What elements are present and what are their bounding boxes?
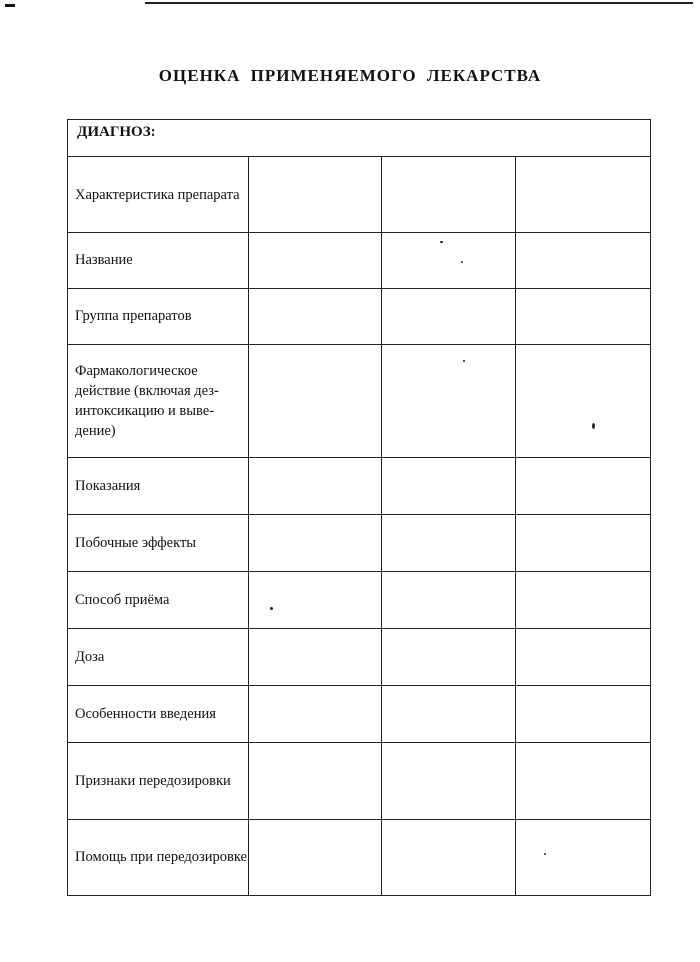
- column-divider: [515, 157, 516, 895]
- row-label-indications: Показания: [75, 477, 141, 494]
- row-label-overdose-help: Помощь при передозировке: [75, 849, 247, 865]
- scan-speck: [592, 423, 595, 429]
- column-divider: [381, 157, 382, 895]
- scan-edge-line: [145, 2, 693, 4]
- row-label-administration-route: Способ приёма: [75, 591, 170, 608]
- scan-speck: [463, 360, 465, 362]
- drug-assessment-table: [67, 119, 651, 896]
- row-label-drug-group: Группа препаратов: [75, 308, 192, 324]
- row-label-pharmacological-action: Фармакологическое действие (включая дез-интоксикацию и выве-дение): [75, 362, 219, 439]
- scan-speck: [270, 607, 273, 610]
- diagnosis-label: ДИАГНОЗ:: [77, 124, 156, 140]
- scan-speck: [544, 853, 546, 855]
- diagnosis-row[interactable]: [68, 120, 650, 157]
- scan-mark: [5, 4, 15, 7]
- row-label-side-effects: Побочные эффекты: [75, 534, 197, 551]
- page-title: ОЦЕНКА ПРИМЕНЯЕМОГО ЛЕКАРСТВА: [158, 66, 542, 85]
- row-label-administration-specifics: Особенности введения: [75, 705, 216, 722]
- scan-speck: [461, 261, 463, 263]
- row-label-characteristics: Характеристика препарата: [75, 186, 240, 203]
- row-label-overdose-signs: Признаки передозировки: [75, 772, 231, 789]
- row-label-name: Название: [75, 252, 133, 268]
- scan-speck: [440, 241, 443, 243]
- column-divider: [248, 157, 249, 895]
- row-label-dose: Доза: [75, 648, 105, 665]
